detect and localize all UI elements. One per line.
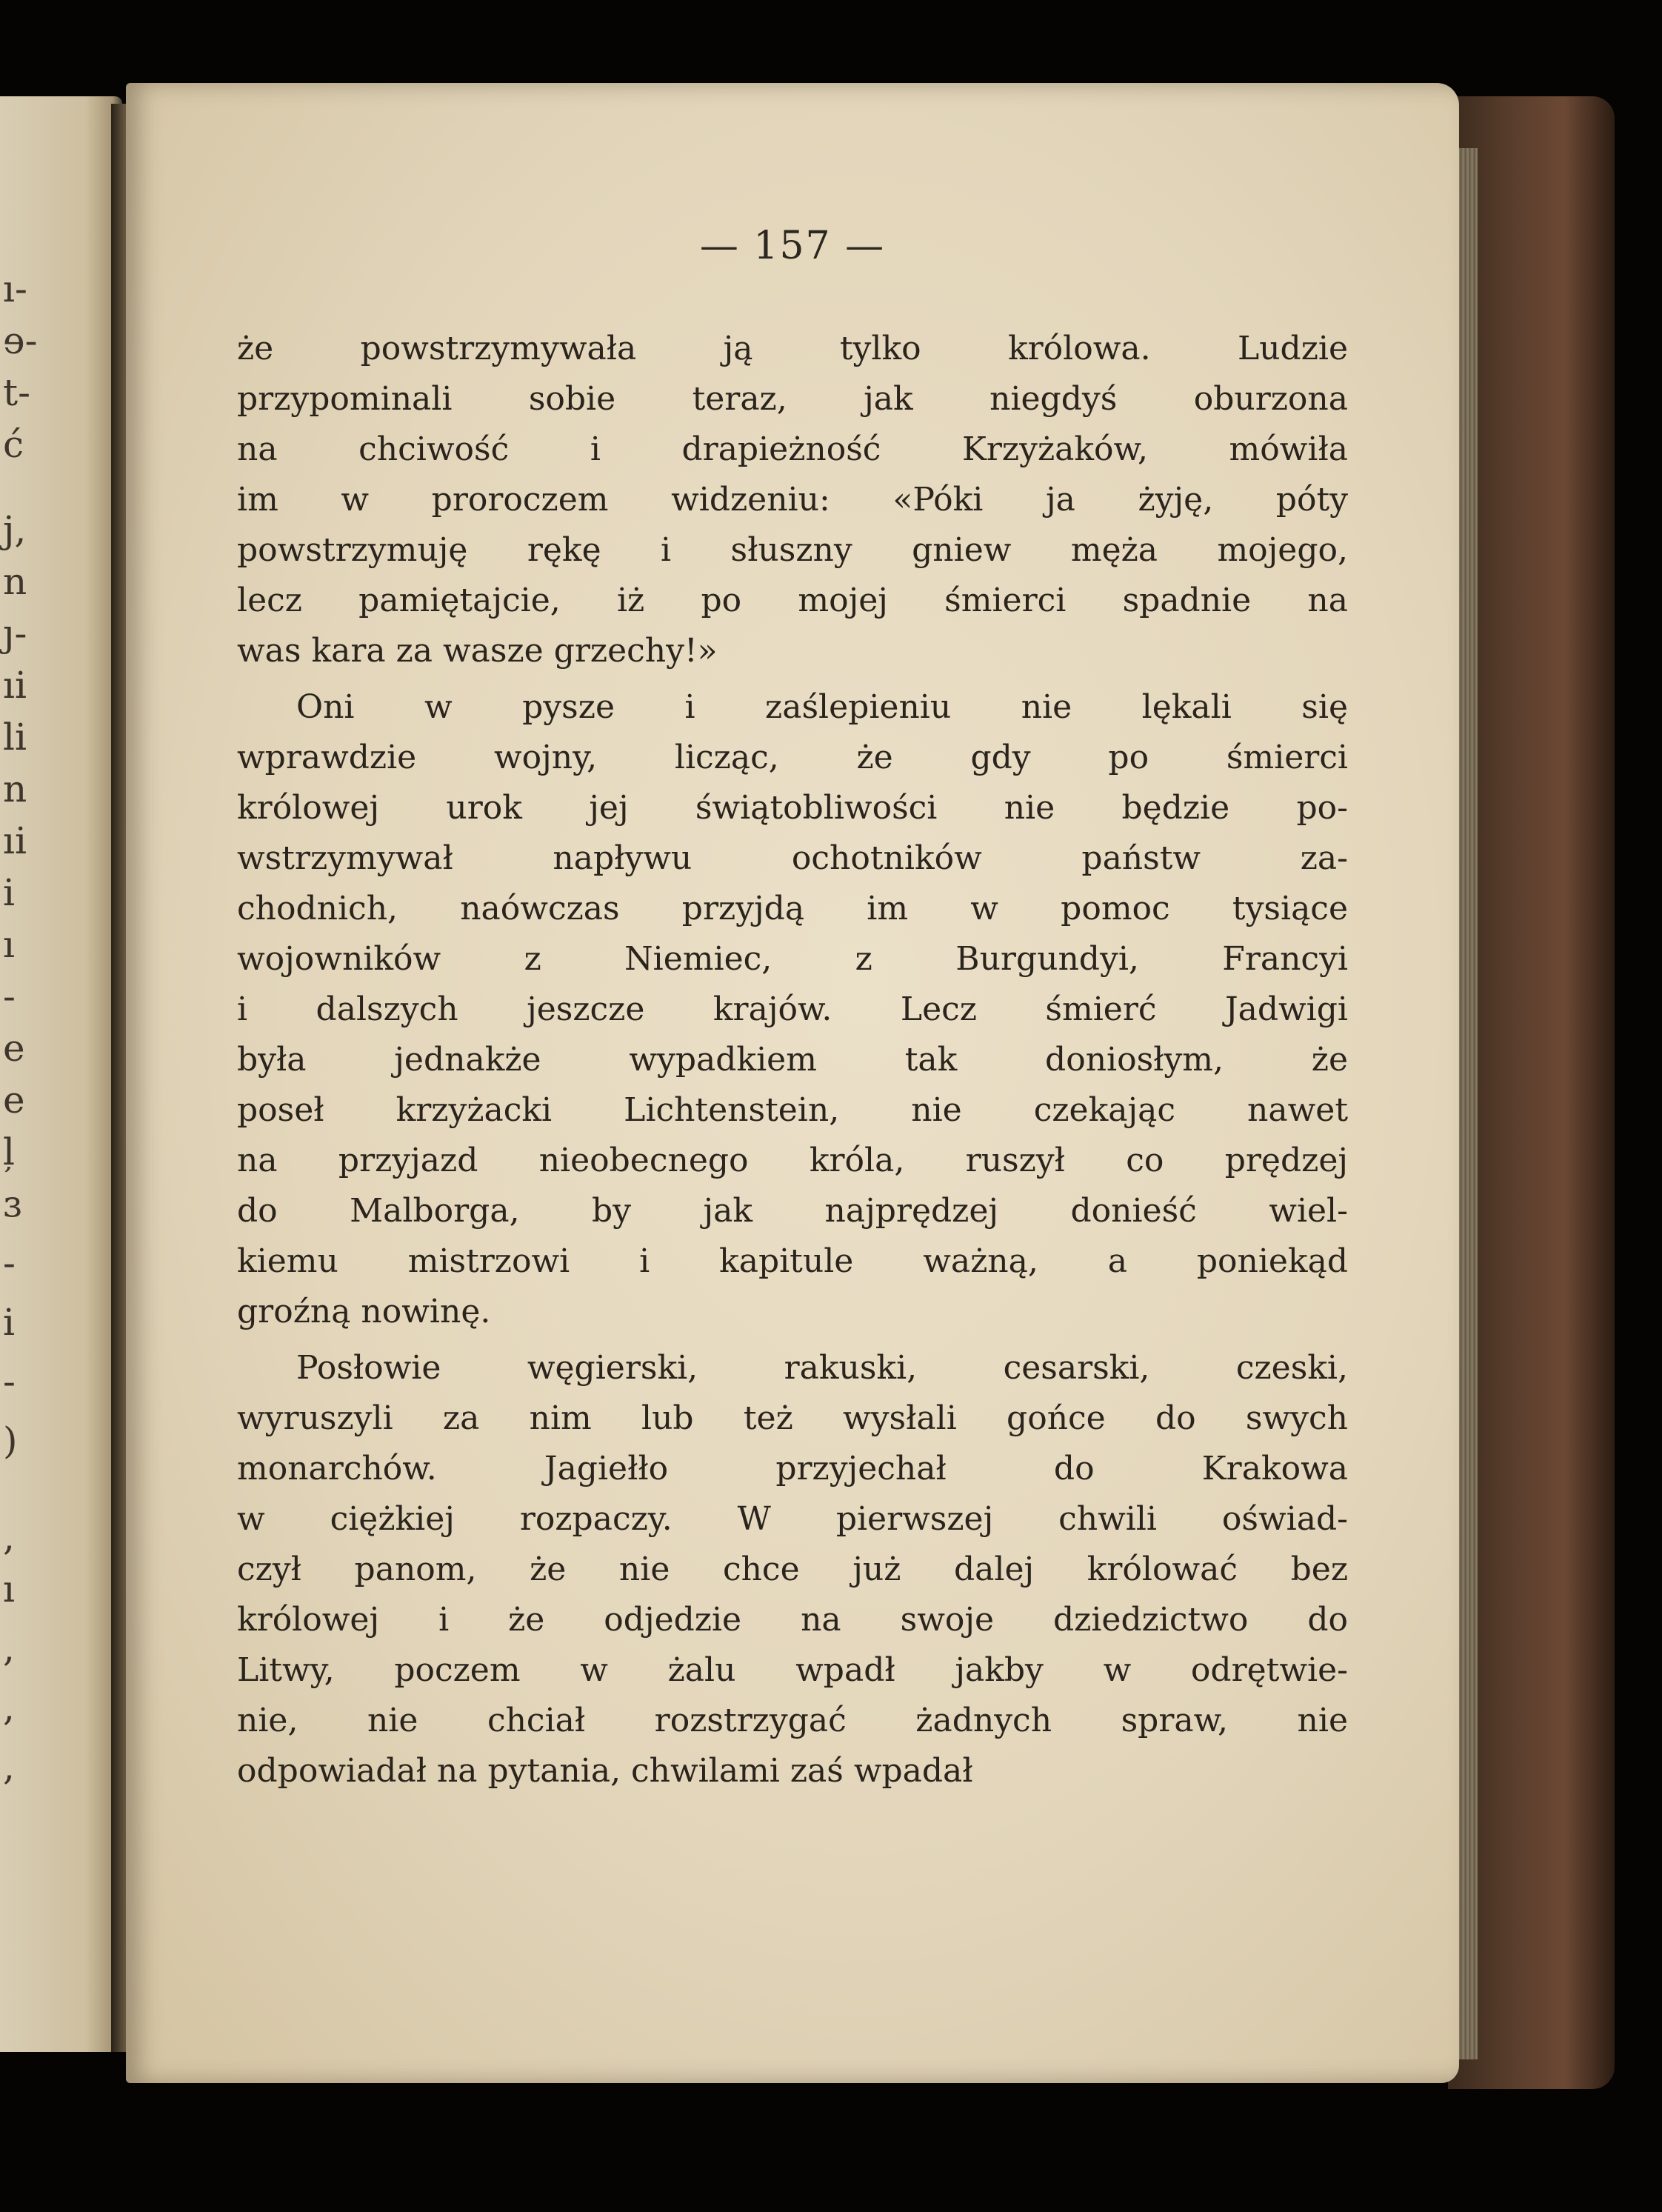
text-line: królowej urok jej świątobliwości nie będzie po- <box>237 789 1348 827</box>
text-line: chodnich, naówczas przyjdą im w pomoc tysiące <box>237 890 1348 927</box>
text-line: kiemu mistrzowi i kapitule ważną, a poniekąd <box>237 1242 1348 1280</box>
text-line: groźną nowinę. <box>237 1293 491 1330</box>
text-line: wyruszyli za nim lub też wysłali gońce do swych <box>237 1399 1348 1437</box>
text-line: Posłowie węgierski, rakuski, cesarski, czeski, <box>296 1349 1348 1387</box>
left-page-fragment: ɘ- <box>3 319 38 362</box>
left-page-fragment: ıi <box>3 664 27 707</box>
paragraph-gap <box>237 676 1348 682</box>
text-line: na przyjazd nieobecnego króla, ruszył co prędzej <box>237 1142 1348 1179</box>
text-line: powstrzymuję rękę i słuszny gniew męża mojego, <box>237 531 1348 569</box>
text-line: do Malborga, by jak najprędzej donieść wiel- <box>237 1192 1348 1230</box>
text-line: i dalszych jeszcze krajów. Lecz śmierć Jadwigi <box>237 990 1348 1028</box>
left-page-fragment: ȷ- <box>3 612 27 655</box>
left-page-fragment: ı <box>3 1568 15 1610</box>
text-line: wstrzymywał napływu ochotników państw za- <box>237 839 1348 877</box>
text-line: w ciężkiej rozpaczy. W pierwszej chwili oświad- <box>237 1500 1348 1538</box>
left-page-fragment: - <box>3 1242 16 1285</box>
left-page-fragment: , <box>3 1627 15 1670</box>
left-page-fragment: ı <box>3 923 15 966</box>
left-page-fragment: t- <box>3 371 30 414</box>
left-page-fragment: n <box>3 767 27 810</box>
text-line: Litwy, poczem w żalu wpadł jakby w odrętwie- <box>237 1651 1348 1689</box>
text-line: Oni w pysze i zaślepieniu nie lękali się <box>296 688 1348 726</box>
text-line: poseł krzyżacki Lichtenstein, nie czekając nawet <box>237 1091 1348 1129</box>
text-line: że powstrzymywała ją tylko królowa. Ludzie <box>237 330 1348 367</box>
left-page-fragment: , <box>3 1686 15 1729</box>
left-page-fragment: ɜ <box>3 1182 22 1225</box>
left-page-fragment: i <box>3 871 15 914</box>
left-page-fragment: e <box>3 1027 25 1070</box>
left-page-fragment: ) <box>3 1419 18 1462</box>
text-line: odpowiadał na pytania, chwilami zaś wpadał <box>237 1752 973 1790</box>
left-page-fragment: ı- <box>3 267 27 310</box>
paragraph <box>237 324 1348 676</box>
left-page-fragment: e <box>3 1079 25 1122</box>
text-line: na chciwość i drapieżność Krzyżaków, mówiła <box>237 430 1348 468</box>
text-line: monarchów. Jagiełło przyjechał do Krakowa <box>237 1450 1348 1488</box>
left-page-fragment: i <box>3 1301 15 1344</box>
text-line: przypominali sobie teraz, jak niegdyś oburzona <box>237 380 1348 418</box>
left-page-fragments <box>0 96 119 2052</box>
left-page-fragment: , <box>3 1745 15 1788</box>
left-page-fragment: - <box>3 1360 16 1403</box>
text-line: was kara za wasze grzechy!» <box>237 632 718 670</box>
left-page-fragment: n <box>3 560 27 603</box>
body-text <box>237 324 1348 1796</box>
left-page <box>0 96 122 2052</box>
text-line: im w proroczem widzeniu: «Póki ja żyję, póty <box>237 481 1348 519</box>
page-number: — 157 — <box>699 224 886 268</box>
text-line: była jednakże wypadkiem tak doniosłym, że <box>237 1041 1348 1079</box>
paragraph <box>237 1343 1348 1796</box>
left-page-fragment: - <box>3 975 16 1018</box>
paragraph-gap <box>237 1337 1348 1343</box>
text-line: królowej i że odjedzie na swoje dziedzictwo do <box>237 1601 1348 1639</box>
text-line: wprawdzie wojny, licząc, że gdy po śmierci <box>237 739 1348 776</box>
text-line: lecz pamiętajcie, iż po mojej śmierci spadnie na <box>237 582 1348 619</box>
paragraph <box>237 682 1348 1337</box>
left-page-fragment: ıi <box>3 819 27 862</box>
text-line: wojowników z Niemiec, z Burgundyi, Francyi <box>237 940 1348 978</box>
right-page <box>126 83 1459 2083</box>
left-page-fragment: ļ <box>3 1130 15 1173</box>
left-page-fragment: li <box>3 716 27 759</box>
text-line: czył panom, że nie chce już dalej królować bez <box>237 1550 1348 1588</box>
left-page-fragment: , <box>3 1516 15 1559</box>
left-page-fragment: ć <box>3 423 24 466</box>
left-page-fragment: j, <box>3 508 27 551</box>
text-line: nie, nie chciał rozstrzygać żadnych spraw, nie <box>237 1702 1348 1739</box>
